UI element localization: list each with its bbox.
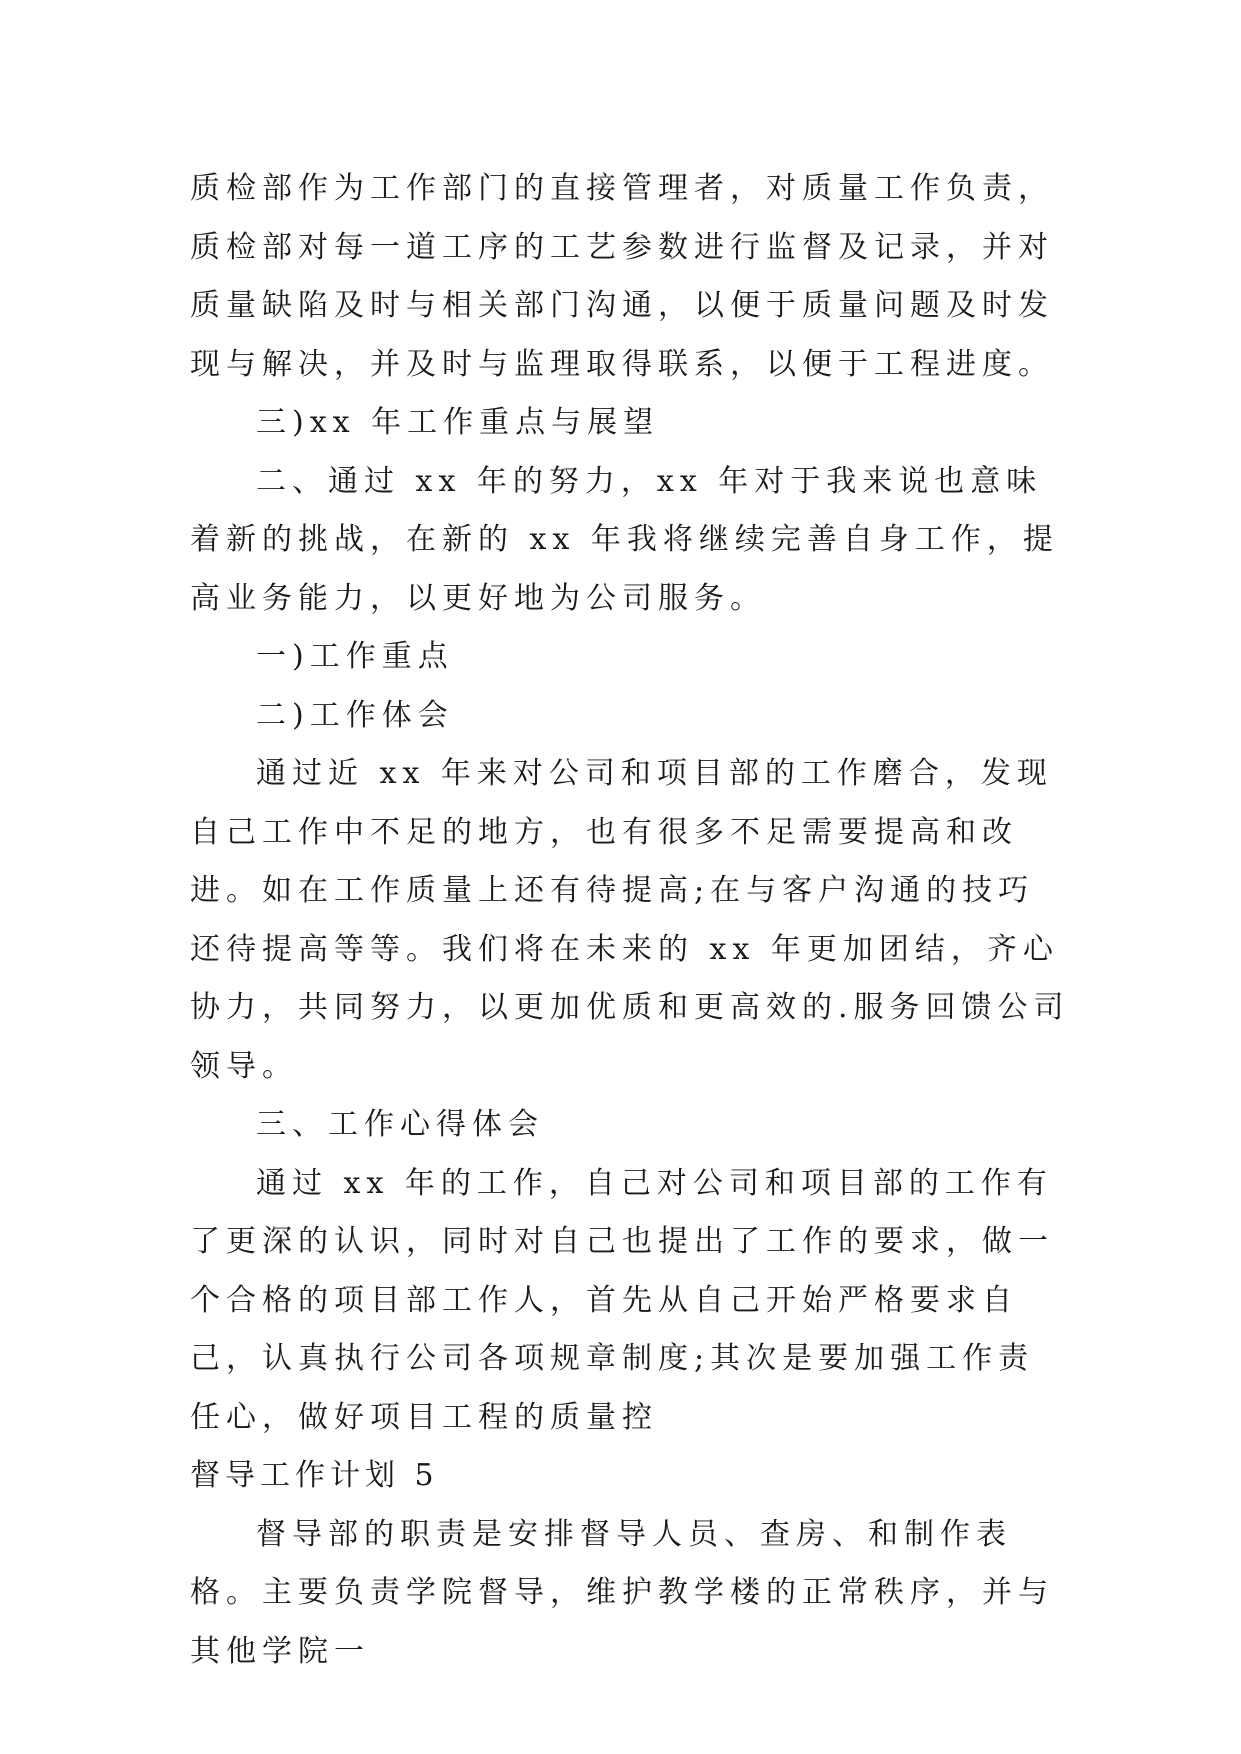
heading-work-experience: 二)工作体会: [256, 697, 454, 733]
section-title-supervision-plan: 督导工作计划 5: [190, 1458, 439, 1493]
paragraph-improvement: 通过近 xx 年来对公司和项目部的工作磨合，发现自己工作中不足的地方，也有很多不足需要提高和改进。如在工作质量上还有待提高;在与客户沟通的技巧还待提高等等。我们将在未来的 xx 年更加团结，齐心协力，共同努力，以更加优质和更高效的.服务回馈公司领导。: [190, 756, 1070, 1084]
paragraph-quality-dept: 质检部作为工作部门的直接管理者，对质量工作负责，质检部对每一道工序的工艺参数进行监督及记录，并对质量缺陷及时与相关部门沟通，以便于质量问题及时发现与解决，并及时与监理取得联系，以便于工程进度。: [190, 171, 1054, 382]
document-body: [190, 160, 1070, 1681]
paragraph-new-challenge: 二、通过 xx 年的努力，xx 年对于我来说也意味着新的挑战，在新的 xx 年我将继续完善自身工作，提高业务能力，以更好地为公司服务。: [190, 463, 1059, 616]
heading-work-focus: 一)工作重点: [256, 639, 454, 674]
paragraph-supervision-duties: 督导部的职责是安排督导人员、查房、和制作表格。主要负责学院督导，维护教学楼的正常秩序，并与其他学院一: [190, 1516, 1054, 1669]
heading-work-focus-outlook: 三)xx 年工作重点与展望: [256, 405, 660, 440]
heading-work-insights: 三、工作心得体会: [256, 1107, 544, 1142]
paragraph-insights-body: 通过 xx 年的工作，自己对公司和项目部的工作有了更深的认识，同时对自己也提出了工作的要求，做一个合格的项目部工作人，首先从自己开始严格要求自己，认真执行公司各项规章制度;其次是要加强工作责任心，做好项目工程的质量控: [190, 1165, 1054, 1435]
